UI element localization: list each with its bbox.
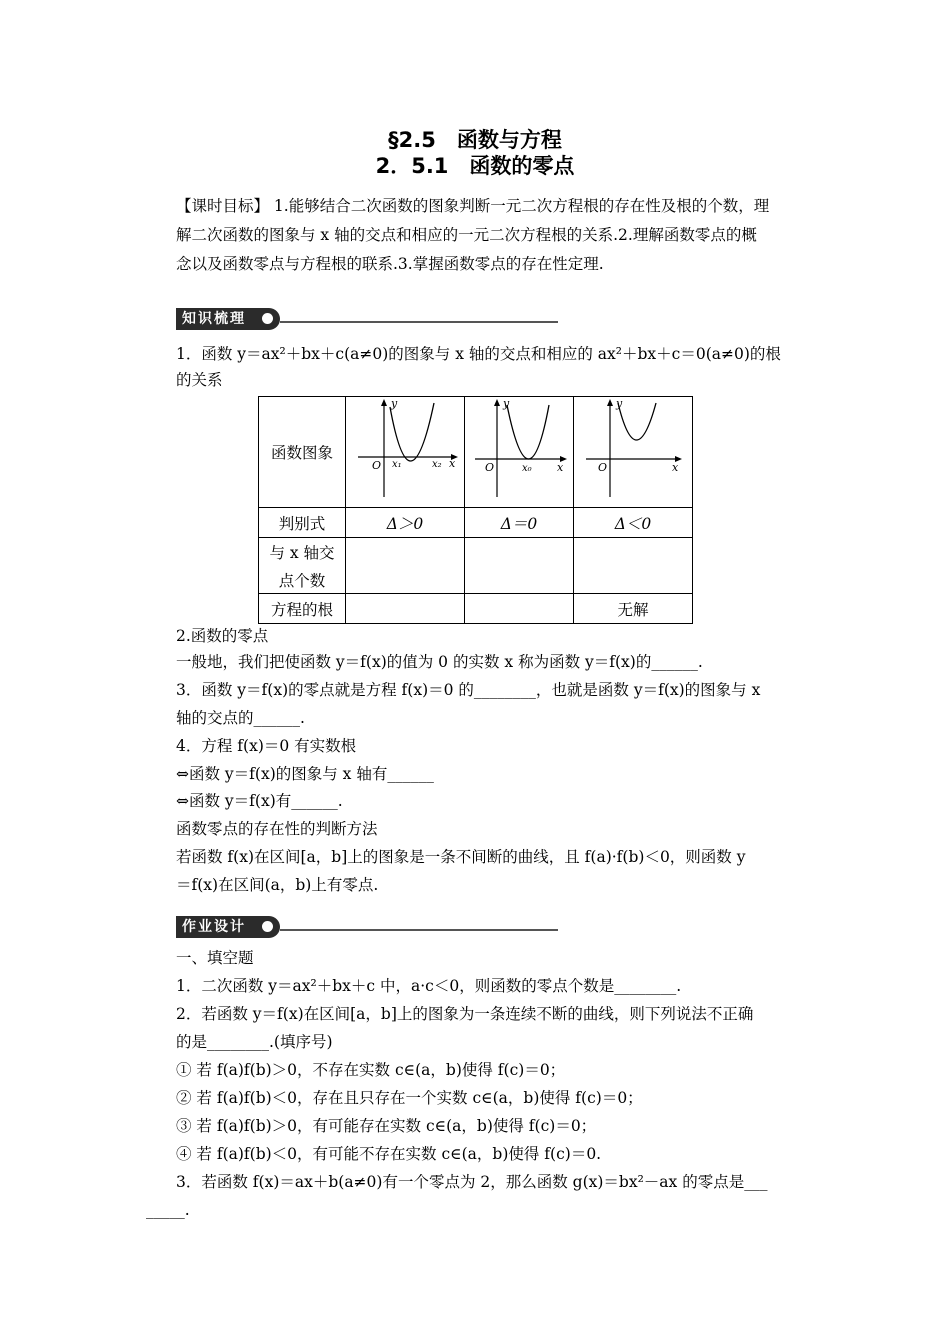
graph-1-x1-label: x₁	[392, 459, 402, 470]
knowledge-item-3-line-2: 轴的交点的______.	[176, 709, 305, 727]
section-rule	[280, 321, 558, 323]
knowledge-item-5-line-2: ＝f(x)在区间(a，b)上有零点.	[176, 876, 379, 894]
objective-line-1: 【课时目标】 1.能够结合二次函数的图象判断一元二次方程根的存在性及根的个数，理	[176, 197, 770, 215]
parabola-two-roots-graph	[346, 397, 464, 503]
graph-two-roots	[346, 397, 465, 508]
discriminant-zero: Δ＝0	[465, 508, 574, 538]
intersections-blank-3	[574, 538, 693, 594]
section-title: §2.5 函数与方程	[388, 128, 562, 152]
knowledge-section-bar	[176, 308, 558, 330]
bullet-dot-icon	[262, 313, 273, 324]
roots-no-solution: 无解	[574, 594, 693, 624]
knowledge-item-3-line-1: 3．函数 y＝f(x)的零点就是方程 f(x)＝0 的________，也就是函数 y＝f(x)的图象与 x	[176, 681, 761, 699]
question-3-line-2: _____.	[146, 1201, 190, 1219]
roots-blank-1	[346, 594, 465, 624]
homework-part-heading: 一、填空题	[176, 949, 254, 967]
graph-no-root	[574, 397, 693, 508]
row-label-intersections: 与 x 轴交 点个数	[259, 538, 346, 594]
knowledge-item-2-body: 一般地，我们把使函数 y＝f(x)的值为 0 的实数 x 称为函数 y＝f(x)的______.	[176, 653, 703, 671]
graph-one-root	[465, 397, 574, 508]
graph-1-x-label: x	[449, 457, 456, 470]
knowledge-section-label: 知识梳理	[176, 308, 280, 330]
parabola-no-root-graph	[574, 397, 692, 503]
question-2-option-2: ② 若 f(a)f(b)＜0，存在且只存在一个实数 c∈(a，b)使得 f(c)＝0；	[176, 1089, 643, 1107]
question-2-option-4: ④ 若 f(a)f(b)＜0，有可能不存在实数 c∈(a，b)使得 f(c)＝0.	[176, 1145, 602, 1163]
knowledge-item-4-line-2: ⇔函数 y＝f(x)的图象与 x 轴有______	[176, 765, 434, 783]
knowledge-item-4-line-1: 4．方程 f(x)＝0 有实数根	[176, 737, 357, 755]
knowledge-item-5-head: 函数零点的存在性的判断方法	[176, 820, 378, 838]
knowledge-item-1-line-1: 1．函数 y＝ax²＋bx＋c(a≠0)的图象与 x 轴的交点和相应的 ax²＋bx＋c＝0(a≠0)的根	[176, 345, 781, 363]
graph-2-x0-label: x₀	[522, 463, 532, 474]
relation-table	[258, 396, 693, 624]
section-rule	[280, 929, 558, 931]
subsection-title: 2．5.1 函数的零点	[375, 154, 575, 178]
graph-2-y-label: y	[503, 397, 510, 410]
question-3-line-1: 3．若函数 f(x)＝ax＋b(a≠0)有一个零点为 2，那么函数 g(x)＝bx²－ax 的零点是___	[176, 1173, 768, 1191]
question-2-line-1: 2．若函数 y＝f(x)在区间[a，b]上的图象为一条连续不断的曲线，则下列说法不正确	[176, 1005, 754, 1023]
roots-blank-2	[465, 594, 574, 624]
parabola-one-root-graph	[465, 397, 573, 503]
bullet-dot-icon	[262, 921, 273, 932]
graph-1-x2-label: x₂	[432, 459, 442, 470]
graph-3-x-label: x	[672, 461, 679, 474]
intersections-blank-2	[465, 538, 574, 594]
homework-section-label: 作业设计	[176, 916, 280, 938]
graph-3-origin-label: O	[598, 461, 608, 474]
graph-1-origin-label: O	[372, 459, 382, 472]
question-2-line-2: 的是________.(填序号)	[176, 1033, 333, 1051]
graph-2-x-label: x	[557, 461, 564, 474]
knowledge-item-2-head: 2.函数的零点	[176, 627, 269, 645]
objective-line-2: 解二次函数的图象与 x 轴的交点和相应的一元二次方程根的关系.2.理解函数零点的概	[176, 226, 757, 244]
discriminant-positive: Δ＞0	[346, 508, 465, 538]
knowledge-item-5-line-1: 若函数 f(x)在区间[a，b]上的图象是一条不间断的曲线，且 f(a)·f(b)＜0，则函数 y	[176, 848, 746, 866]
row-label-graph: 函数图象	[259, 397, 346, 508]
question-1: 1．二次函数 y＝ax²＋bx＋c 中，a·c＜0，则函数的零点个数是________.	[176, 977, 682, 995]
row-label-roots: 方程的根	[259, 594, 346, 624]
knowledge-item-4-line-3: ⇔函数 y＝f(x)有______.	[176, 792, 343, 810]
question-2-option-1: ① 若 f(a)f(b)＞0，不存在实数 c∈(a，b)使得 f(c)＝0；	[176, 1061, 566, 1079]
intersections-blank-1	[346, 538, 465, 594]
graph-2-origin-label: O	[485, 461, 495, 474]
graph-1-y-label: y	[391, 397, 398, 410]
objective-line-3: 念以及函数零点与方程根的联系.3.掌握函数零点的存在性定理.	[176, 255, 604, 273]
question-2-option-3: ③ 若 f(a)f(b)＞0，有可能存在实数 c∈(a，b)使得 f(c)＝0；	[176, 1117, 597, 1135]
discriminant-negative: Δ＜0	[574, 508, 693, 538]
homework-section-bar	[176, 916, 558, 938]
row-label-discriminant: 判别式	[259, 508, 346, 538]
graph-3-y-label: y	[616, 397, 623, 410]
knowledge-item-1-line-2: 的关系	[176, 371, 223, 389]
